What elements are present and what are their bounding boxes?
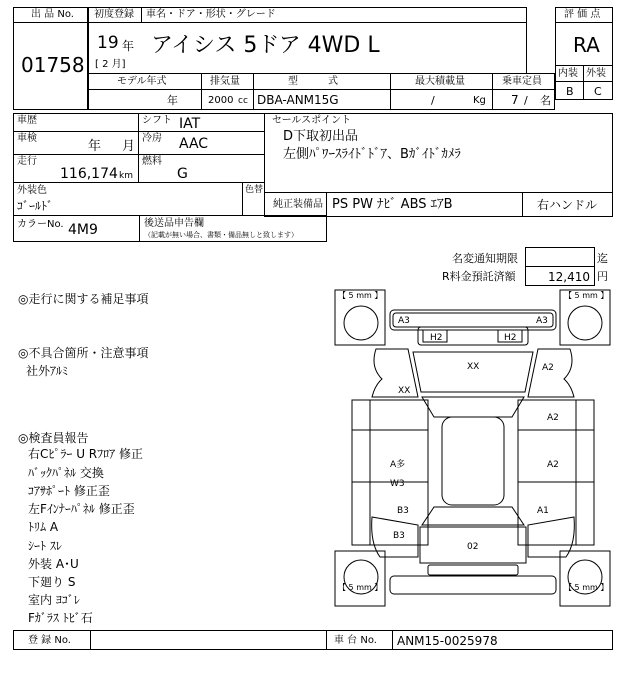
color-cell — [13, 182, 243, 216]
inspector-item: 右Cﾋﾟﾗｰ U Rﾌﾛｱ 修正 — [28, 447, 143, 461]
front-fender-left — [372, 349, 418, 397]
ac-label: 冷房 — [142, 133, 162, 144]
ac: AAC — [179, 136, 209, 152]
capacity-label: 乗車定員 — [502, 76, 542, 87]
tire-label: 【 5 mm 】 — [564, 291, 609, 300]
damage-mark: H2 — [430, 333, 443, 343]
capacity-cell — [492, 89, 555, 110]
damage-mark: A3 — [536, 316, 548, 326]
score-label-cell — [555, 7, 613, 23]
capacity: 7 — [511, 93, 519, 107]
tire-label: 【 5 mm 】 — [338, 291, 383, 300]
lot-no-cell — [13, 22, 88, 110]
driving-label: ◎走行に関する補足事項 — [18, 292, 149, 306]
damage-mark: 02 — [467, 542, 479, 552]
handle-value: 右ハンドル — [537, 198, 598, 212]
name-change-cell — [525, 247, 595, 267]
rear-window — [422, 507, 524, 525]
damage-mark: B3 — [397, 506, 409, 516]
car-damage-diagram — [330, 287, 615, 609]
car-name-label: 車名・ドア・形状・グレード — [146, 9, 276, 20]
equipment-label-cell — [264, 192, 327, 217]
inspector-item: ｼｰﾄ ｽﾚ — [28, 539, 62, 553]
docs-label: 後送品申告欄 — [144, 218, 204, 229]
mileage-cell — [13, 154, 139, 183]
chassis-label: 車 台 No. — [334, 635, 377, 646]
inspector-item: ﾊﾞｯｸﾊﾟﾈﾙ 交換 — [28, 466, 104, 480]
first-reg-label: 初度登録 — [94, 9, 134, 20]
name-change-label: 名変通知期限 — [452, 252, 518, 265]
mileage-unit: km — [119, 171, 133, 181]
equipment-cell — [326, 192, 523, 217]
reg-no-cell — [90, 630, 327, 650]
inspector-item: 室内 ﾖｺﾞﾚ — [28, 593, 80, 607]
capacity-unit: / — [524, 94, 528, 107]
damage-mark: A2 — [542, 363, 554, 373]
handle-cell — [522, 192, 613, 217]
model-year-cell — [88, 89, 202, 110]
tire-front-right — [568, 306, 602, 340]
displacement-unit: cc — [238, 96, 248, 106]
shift: IAT — [179, 116, 201, 132]
rear-bumper — [390, 576, 556, 594]
color-label: 外装色 — [17, 185, 47, 196]
shift-label: シフト — [142, 115, 172, 126]
sales-point-line: D下取初出品 — [283, 129, 359, 144]
front-fender-right — [528, 349, 574, 397]
displacement: 2000 — [208, 95, 234, 106]
ac-cell — [138, 131, 265, 155]
inspector-item: 下廻り S — [28, 575, 76, 589]
model-code-cell — [253, 89, 391, 110]
type-label-cell — [253, 73, 391, 90]
color-no-label: カラーNo. — [17, 219, 64, 230]
damage-mark: B3 — [393, 531, 405, 541]
recycle-unit: 円 — [597, 270, 608, 283]
sales-point-line: 左側ﾊﾟﾜｰｽﾗｲﾄﾞﾄﾞｱ、Bｶﾞｲﾄﾞｶﾒﾗ — [283, 147, 461, 162]
tire-label: 【 5 mm 】 — [564, 583, 609, 592]
inspector-item: 外装 A･U — [28, 557, 79, 571]
fuel-cell — [138, 154, 265, 183]
exterior-label-cell — [583, 65, 613, 82]
inspector-label: ◎検査員報告 — [18, 431, 89, 445]
mileage: 116,174 — [60, 166, 118, 182]
reg-year: 19 — [97, 33, 119, 53]
reg-no-label-cell — [13, 630, 91, 650]
max-load-label: 最大積載量 — [415, 76, 465, 87]
exterior-label: 外装 — [586, 68, 606, 79]
history-cell — [13, 113, 139, 132]
chassis-label-cell — [326, 630, 393, 650]
type-label: 型 式 — [288, 76, 338, 87]
capacity-unit2: 名 — [540, 94, 551, 107]
shaken-year: 年 — [88, 139, 102, 154]
interior-grade-cell — [555, 81, 584, 100]
color-no-cell — [13, 215, 140, 242]
damage-mark: H2 — [504, 333, 517, 343]
exterior-grade-cell — [583, 81, 613, 100]
inspector-item: ｺｱｻﾎﾟｰﾄ 修正歪 — [28, 484, 110, 498]
damage-mark: W3 — [390, 479, 405, 489]
damage-mark: A3 — [398, 316, 410, 326]
damage-mark: A2 — [547, 413, 559, 423]
damage-mark: A2 — [547, 460, 559, 470]
score-cell — [555, 22, 613, 66]
equipment-value: PS PW ﾅﾋﾞ ABS ｴｱB — [332, 197, 453, 212]
damage-mark: XX — [467, 362, 480, 372]
max-load-unit: Kg — [473, 95, 486, 106]
defect-item: 社外ｱﾙﾐ — [26, 364, 69, 378]
damage-mark: A多 — [390, 460, 406, 470]
body-left — [352, 400, 428, 545]
docs-note: （記載が無い場合、書類・備品無しと致します） — [144, 231, 298, 239]
model-year-label-cell — [88, 73, 202, 90]
max-load-label-cell — [390, 73, 493, 90]
score: RA — [573, 33, 600, 57]
hood — [413, 352, 533, 392]
displacement-label-cell — [201, 73, 254, 90]
rear-license — [428, 565, 518, 575]
recycle-cell — [525, 266, 595, 286]
tire-box-rear-right — [560, 551, 610, 606]
tire-label: 【 5 mm 】 — [338, 583, 383, 592]
shaken-month: 月 — [122, 139, 136, 154]
capacity-label-cell — [492, 73, 555, 90]
exterior-grade: C — [594, 85, 602, 98]
tire-front-left — [344, 306, 378, 340]
inspector-item: ﾄﾘﾑ A — [28, 520, 59, 534]
fuel-label: 燃料 — [142, 156, 162, 167]
recycle-label: R料金預託済額 — [442, 270, 516, 283]
docs-cell — [139, 215, 327, 242]
model-year-unit: 年 — [167, 94, 178, 107]
lot-no-label: 出 品 No. — [31, 9, 74, 20]
fuel: G — [177, 166, 188, 182]
interior-label: 内装 — [558, 68, 578, 79]
color-change-label: 色替 — [245, 185, 264, 195]
inspector-item: 左Fｲﾝﾅｰﾊﾟﾈﾙ 修正歪 — [28, 502, 135, 516]
first-reg-label-cell — [88, 7, 142, 23]
car-name: アイシス 5ドア 4WD L — [151, 33, 380, 58]
model-year-label: モデル年式 — [117, 76, 167, 87]
car-name-cell — [88, 22, 527, 74]
color-value: ｺﾞｰﾙﾄﾞ — [17, 199, 54, 213]
lot-no-label-cell — [13, 7, 88, 23]
color-no: 4M9 — [68, 222, 98, 238]
roof — [442, 417, 504, 505]
shift-cell — [138, 113, 265, 132]
reg-month: [ 2 月] — [95, 59, 126, 70]
inspector-item: Fｶﾞﾗｽ ﾄﾋﾞ石 — [28, 611, 93, 625]
equipment-label: 純正装備品 — [273, 199, 323, 210]
shaken-label: 車検 — [17, 133, 37, 144]
chassis-no: ANM15-0025978 — [397, 634, 498, 648]
displacement-label: 排気量 — [210, 76, 240, 87]
reg-no-label: 登 録 No. — [28, 635, 71, 646]
recycle-value: 12,410 — [548, 270, 590, 284]
history-label: 車歴 — [17, 115, 37, 126]
damage-mark: XX — [398, 386, 411, 396]
sales-point-box — [264, 113, 613, 193]
interior-label-cell — [555, 65, 584, 82]
windshield — [422, 397, 524, 417]
displacement-cell — [201, 89, 254, 110]
lot-no: 01758 — [21, 53, 85, 77]
name-change-unit: 迄 — [597, 252, 608, 265]
reg-year-unit: 年 — [122, 39, 135, 53]
chassis-cell — [392, 630, 613, 650]
sales-point-label: セールスポイント — [272, 115, 352, 126]
model-code: DBA-ANM15G — [257, 93, 339, 107]
max-load-sep: / — [431, 94, 435, 107]
max-load-cell — [390, 89, 493, 110]
car-name-label-cell — [141, 7, 527, 23]
defects-label: ◎不具合箇所・注意事項 — [18, 346, 149, 360]
damage-mark: A1 — [537, 506, 549, 516]
mileage-label: 走行 — [17, 156, 37, 167]
shaken-cell — [13, 131, 139, 155]
interior-grade: B — [566, 85, 574, 98]
color-change-cell — [242, 182, 265, 216]
score-label: 評 価 点 — [564, 9, 601, 20]
